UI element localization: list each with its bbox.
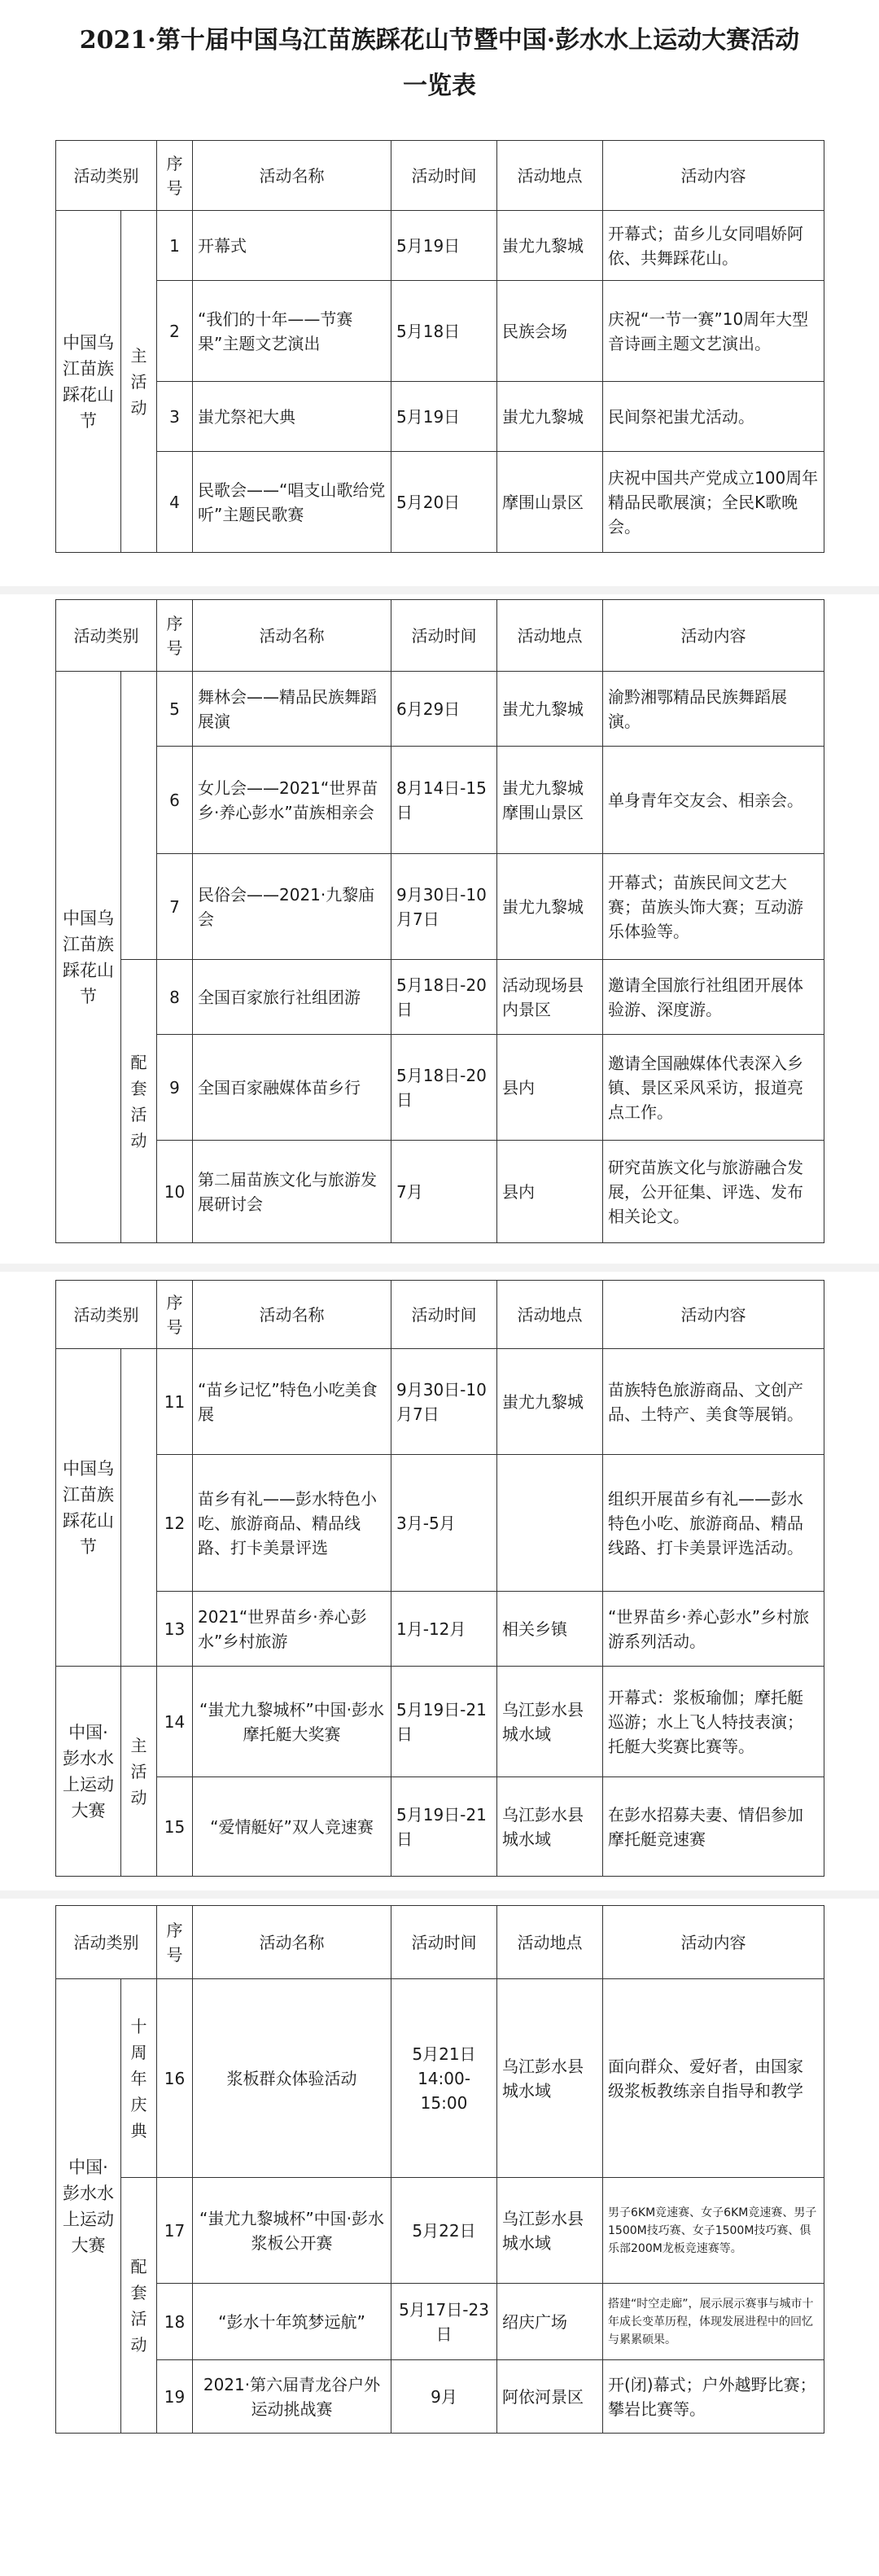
- category-cell: 中国·彭水水上运动大赛: [56, 1667, 121, 1877]
- activity-place: 蚩尤九黎城: [497, 382, 603, 452]
- activity-content: 邀请全国融媒体代表深入乡镇、景区采风采访，报道亮点工作。: [603, 1035, 824, 1141]
- section-separator: [0, 586, 879, 594]
- header-no: 序号: [157, 1281, 193, 1349]
- table-row: [56, 2178, 824, 2284]
- activity-time: 5月17日-23日: [391, 2284, 497, 2360]
- header-no: 序号: [157, 141, 193, 211]
- activity-time: 5月21日 14:00-15:00: [391, 1979, 497, 2178]
- activity-content: 庆祝中国共产党成立100周年精品民歌展演；全民K歌晚会。: [603, 452, 824, 553]
- activity-content: “世界苗乡·养心彭水”乡村旅游系列活动。: [603, 1592, 824, 1667]
- row-no: 12: [157, 1455, 193, 1592]
- row-no: 18: [157, 2284, 193, 2360]
- activity-place: 乌江彭水县城水域: [497, 2178, 603, 2284]
- activity-place: 县内: [497, 1141, 603, 1243]
- activity-time: 9月30日-10月7日: [391, 1349, 497, 1455]
- activity-time: 3月-5月: [391, 1455, 497, 1592]
- activity-content: 搭建“时空走廊”，展示展示赛事与城市十年成长变革历程，体现发展进程中的回忆与累累硕果。: [603, 2284, 824, 2360]
- table-row: [56, 747, 824, 854]
- subcategory-cell: 配套活动: [121, 2178, 157, 2434]
- activity-time: 6月29日: [391, 672, 497, 747]
- row-no: 11: [157, 1349, 193, 1455]
- table-row: [56, 1035, 824, 1141]
- activity-name: “彭水十年筑梦远航”: [193, 2284, 391, 2360]
- activity-name: 全国百家融媒体苗乡行: [193, 1035, 391, 1141]
- header-content: 活动内容: [603, 1281, 824, 1349]
- table-row: [56, 2360, 824, 2434]
- activity-place: 摩围山景区: [497, 452, 603, 553]
- table-row: [56, 2284, 824, 2360]
- schedule-table-1: [55, 140, 824, 553]
- header-name: 活动名称: [193, 600, 391, 672]
- activity-time: 5月18日: [391, 281, 497, 382]
- activity-name: “蚩尤九黎城杯”中国·彭水浆板公开赛: [193, 2178, 391, 2284]
- category-cell: 中国乌江苗族踩花山节: [56, 1349, 121, 1667]
- activity-name: “我们的十年——节赛果”主题文艺演出: [193, 281, 391, 382]
- section-separator: [0, 1890, 879, 1899]
- table-header-row: [56, 1281, 824, 1349]
- subcategory-cell: 十周年庆典: [121, 1979, 157, 2178]
- activity-content: 研究苗族文化与旅游融合发展，公开征集、评选、发布相关论文。: [603, 1141, 824, 1243]
- activity-place: 蚩尤九黎城: [497, 672, 603, 747]
- activity-place: [497, 1455, 603, 1592]
- table-row: [56, 211, 824, 281]
- activity-place: 乌江彭水县城水域: [497, 1777, 603, 1877]
- activity-content: 渝黔湘鄂精品民族舞蹈展演。: [603, 672, 824, 747]
- subcategory-cell: 主活动: [121, 211, 157, 553]
- table-header-row: [56, 600, 824, 672]
- schedule-table-3: [55, 1280, 824, 1877]
- table-row: [56, 1777, 824, 1877]
- header-category: 活动类别: [56, 1281, 157, 1349]
- subcategory-cell: [121, 1349, 157, 1667]
- activity-time: 5月19日: [391, 382, 497, 452]
- activity-place: 阿依河景区: [497, 2360, 603, 2434]
- table-row: [56, 452, 824, 553]
- activity-name: 第二届苗族文化与旅游发展研讨会: [193, 1141, 391, 1243]
- category-cell: 中国·彭水水上运动大赛: [56, 1979, 121, 2434]
- table-row: [56, 1979, 824, 2178]
- activity-content: 开幕式；苗族民间文艺大赛；苗族头饰大赛；互动游乐体验等。: [603, 854, 824, 960]
- table-row: [56, 1455, 824, 1592]
- activity-name: 浆板群众体验活动: [193, 1979, 391, 2178]
- row-no: 13: [157, 1592, 193, 1667]
- header-category: 活动类别: [56, 1906, 157, 1979]
- row-no: 19: [157, 2360, 193, 2434]
- header-time: 活动时间: [391, 1906, 497, 1979]
- header-place: 活动地点: [497, 1906, 603, 1979]
- activity-time: 5月20日: [391, 452, 497, 553]
- activity-place: 绍庆广场: [497, 2284, 603, 2360]
- table-row: [56, 854, 824, 960]
- activity-place: 乌江彭水县城水域: [497, 1979, 603, 2178]
- header-place: 活动地点: [497, 600, 603, 672]
- activity-name: 女儿会——2021“世界苗乡·养心彭水”苗族相亲会: [193, 747, 391, 854]
- activity-name: 2021“世界苗乡·养心彭水”乡村旅游: [193, 1592, 391, 1667]
- activity-content: 面向群众、爱好者，由国家级浆板教练亲自指导和教学: [603, 1979, 824, 2178]
- activity-name: 2021·第六届青龙谷户外运动挑战赛: [193, 2360, 391, 2434]
- activity-place: 活动现场县内景区: [497, 960, 603, 1035]
- table-row: [56, 1667, 824, 1777]
- category-cell: 中国乌江苗族踩花山节: [56, 211, 121, 553]
- activity-time: 9月30日-10月7日: [391, 854, 497, 960]
- activity-place: 蚩尤九黎城摩围山景区: [497, 747, 603, 854]
- header-place: 活动地点: [497, 141, 603, 211]
- header-content: 活动内容: [603, 141, 824, 211]
- activity-content: 开幕式；苗乡儿女同唱娇阿依、共舞踩花山。: [603, 211, 824, 281]
- activity-time: 5月19日-21日: [391, 1667, 497, 1777]
- activity-content: 单身青年交友会、相亲会。: [603, 747, 824, 854]
- activity-content: 邀请全国旅行社组团开展体验游、深度游。: [603, 960, 824, 1035]
- row-no: 7: [157, 854, 193, 960]
- activity-name: 蚩尤祭祀大典: [193, 382, 391, 452]
- activity-place: 蚩尤九黎城: [497, 854, 603, 960]
- activity-content: 开(闭)幕式；户外越野比赛；攀岩比赛等。: [603, 2360, 824, 2434]
- row-no: 8: [157, 960, 193, 1035]
- activity-content: 男子6KM竞速赛、女子6KM竞速赛、男子1500M技巧赛、女子1500M技巧赛、俱乐部200M龙板竞速赛等。: [603, 2178, 824, 2284]
- row-no: 5: [157, 672, 193, 747]
- row-no: 2: [157, 281, 193, 382]
- activity-content: 组织开展苗乡有礼——彭水特色小吃、旅游商品、精品线路、打卡美景评选活动。: [603, 1455, 824, 1592]
- activity-content: 在彭水招募夫妻、情侣参加摩托艇竞速赛: [603, 1777, 824, 1877]
- activity-content: 庆祝“一节一赛”10周年大型音诗画主题文艺演出。: [603, 281, 824, 382]
- header-content: 活动内容: [603, 1906, 824, 1979]
- table-row: [56, 281, 824, 382]
- row-no: 1: [157, 211, 193, 281]
- row-no: 9: [157, 1035, 193, 1141]
- activity-time: 5月19日: [391, 211, 497, 281]
- header-category: 活动类别: [56, 600, 157, 672]
- activity-time: 5月18日-20日: [391, 960, 497, 1035]
- table-row: [56, 1592, 824, 1667]
- title-line-1: 2021·第十届中国乌江苗族踩花山节暨中国·彭水水上运动大赛活动: [79, 26, 800, 55]
- activity-name: “爱情艇好”双人竞速赛: [193, 1777, 391, 1877]
- header-name: 活动名称: [193, 141, 391, 211]
- activity-place: 乌江彭水县城水域: [497, 1667, 603, 1777]
- schedule-table-2: [55, 599, 824, 1243]
- activity-name: 开幕式: [193, 211, 391, 281]
- title-line-2: 一览表: [403, 72, 476, 100]
- row-no: 3: [157, 382, 193, 452]
- subcategory-cell: 主活动: [121, 1667, 157, 1877]
- table-header-row: [56, 141, 824, 211]
- header-no: 序号: [157, 1906, 193, 1979]
- row-no: 10: [157, 1141, 193, 1243]
- header-time: 活动时间: [391, 1281, 497, 1349]
- table-row: [56, 382, 824, 452]
- subcategory-cell: 配套活动: [121, 960, 157, 1243]
- table-row: [56, 1349, 824, 1455]
- header-content: 活动内容: [603, 600, 824, 672]
- activity-content: 苗族特色旅游商品、文创产品、土特产、美食等展销。: [603, 1349, 824, 1455]
- row-no: 6: [157, 747, 193, 854]
- activity-name: 舞林会——精品民族舞蹈展演: [193, 672, 391, 747]
- activity-place: 民族会场: [497, 281, 603, 382]
- activity-name: 民歌会——“唱支山歌给党听”主题民歌赛: [193, 452, 391, 553]
- row-no: 14: [157, 1667, 193, 1777]
- activity-place: 蚩尤九黎城: [497, 1349, 603, 1455]
- row-no: 4: [157, 452, 193, 553]
- activity-name: 全国百家旅行社组团游: [193, 960, 391, 1035]
- activity-place: 县内: [497, 1035, 603, 1141]
- table-row: [56, 672, 824, 747]
- row-no: 17: [157, 2178, 193, 2284]
- subcategory-cell: [121, 672, 157, 960]
- document-title: [0, 18, 879, 109]
- activity-name: “蚩尤九黎城杯”中国·彭水摩托艇大奖赛: [193, 1667, 391, 1777]
- header-time: 活动时间: [391, 600, 497, 672]
- activity-name: 民俗会——2021·九黎庙会: [193, 854, 391, 960]
- header-no: 序号: [157, 600, 193, 672]
- activity-place: 相关乡镇: [497, 1592, 603, 1667]
- activity-time: 5月19日-21日: [391, 1777, 497, 1877]
- activity-content: 开幕式：浆板瑜伽；摩托艇巡游；水上飞人特技表演；托艇大奖赛比赛等。: [603, 1667, 824, 1777]
- table-row: [56, 1141, 824, 1243]
- category-cell: 中国乌江苗族踩花山节: [56, 672, 121, 1243]
- header-time: 活动时间: [391, 141, 497, 211]
- activity-time: 5月18日-20日: [391, 1035, 497, 1141]
- header-category: 活动类别: [56, 141, 157, 211]
- header-name: 活动名称: [193, 1906, 391, 1979]
- activity-time: 5月22日: [391, 2178, 497, 2284]
- row-no: 15: [157, 1777, 193, 1877]
- activity-time: 8月14日-15日: [391, 747, 497, 854]
- activity-time: 1月-12月: [391, 1592, 497, 1667]
- row-no: 16: [157, 1979, 193, 2178]
- table-header-row: [56, 1906, 824, 1979]
- activity-time: 7月: [391, 1141, 497, 1243]
- activity-name: 苗乡有礼——彭水特色小吃、旅游商品、精品线路、打卡美景评选: [193, 1455, 391, 1592]
- schedule-table-4: [55, 1905, 824, 2434]
- activity-time: 9月: [391, 2360, 497, 2434]
- activity-name: “苗乡记忆”特色小吃美食展: [193, 1349, 391, 1455]
- header-name: 活动名称: [193, 1281, 391, 1349]
- table-row: [56, 960, 824, 1035]
- activity-place: 蚩尤九黎城: [497, 211, 603, 281]
- activity-content: 民间祭祀蚩尤活动。: [603, 382, 824, 452]
- header-place: 活动地点: [497, 1281, 603, 1349]
- section-separator: [0, 1264, 879, 1272]
